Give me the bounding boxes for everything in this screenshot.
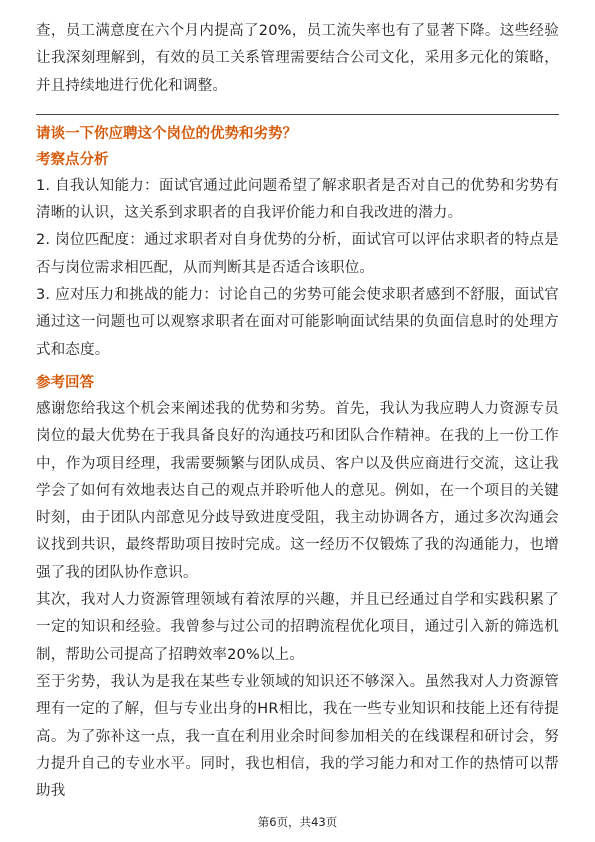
section-divider: [36, 114, 559, 115]
question-heading: 请谈一下你应聘这个岗位的优势和劣势？: [36, 125, 297, 142]
analysis-item: 2. 岗位匹配度：通过求职者对自身优势的分析，面试官可以评估求职者的特点是否与岗位需求相匹配，从而判断其是否适合该职位。: [36, 232, 559, 276]
analysis-title: 考察点分析: [36, 151, 109, 168]
answer-paragraph: 其次，我对人力资源管理领域有着浓厚的兴趣，并且已经通过自学和实践积累了一定的知识和经验。我曾参与过公司的招聘流程优化项目，通过引入新的筛选机制，帮助公司提高了招聘效率20%以上。: [36, 592, 559, 663]
page-footer: 第6页，共43页: [257, 815, 338, 829]
answer-title: 参考回答: [36, 374, 94, 391]
intro-paragraph: 查，员工满意度在六个月内提高了20%，员工流失率也有了显著下降。这些经验让我深刻理解到，有效的员工关系管理需要结合公司文化，采用多元化的策略，并且持续地进行优化和调整。: [36, 23, 559, 94]
analysis-item: 1. 自我认知能力：面试官通过此问题希望了解求职者是否对自己的优势和劣势有清晰的认识，这关系到求职者的自我评价能力和自我改进的潜力。: [36, 177, 559, 222]
analysis-item: 3. 应对压力和挑战的能力：讨论自己的劣势可能会使求职者感到不舒服，面试官通过这一问题也可以观察求职者在面对可能影响面试结果的负面信息时的处理方式和态度。: [36, 287, 559, 358]
answer-paragraph: 感谢您给我这个机会来阐述我的优势和劣势。首先，我认为我应聘人力资源专员岗位的最大优势在于我具备良好的沟通技巧和团队合作精神。在我的上一份工作中，作为项目经理，我需要频繁与团队成员、客户以及供应商进行交流，这让我学会了如何有效地表达自己的观点并聆听他人的意见。例如，在一个项目的关键时刻，由于团队内部意见分歧导致进度受阻，我主动协调各方，通过多次沟通会议找到共识，最终帮助项目按时完成。这一经历不仅锻炼了我的沟通能力，也增强了我的团队协作意识。: [36, 400, 559, 581]
document-page: [36, 18, 559, 805]
answer-paragraph: 至于劣势，我认为是我在某些专业领域的知识还不够深入。虽然我对人力资源管理有一定的了解，但与专业出身的HR相比，我在一些专业知识和技能上还有待提高。为了弥补这一点，我一直在利用业余时间参加相关的在线课程和研讨会，努力提升自己的专业水平。同时，我也相信，我的学习能力和对工作的热情可以帮助我: [36, 673, 559, 800]
